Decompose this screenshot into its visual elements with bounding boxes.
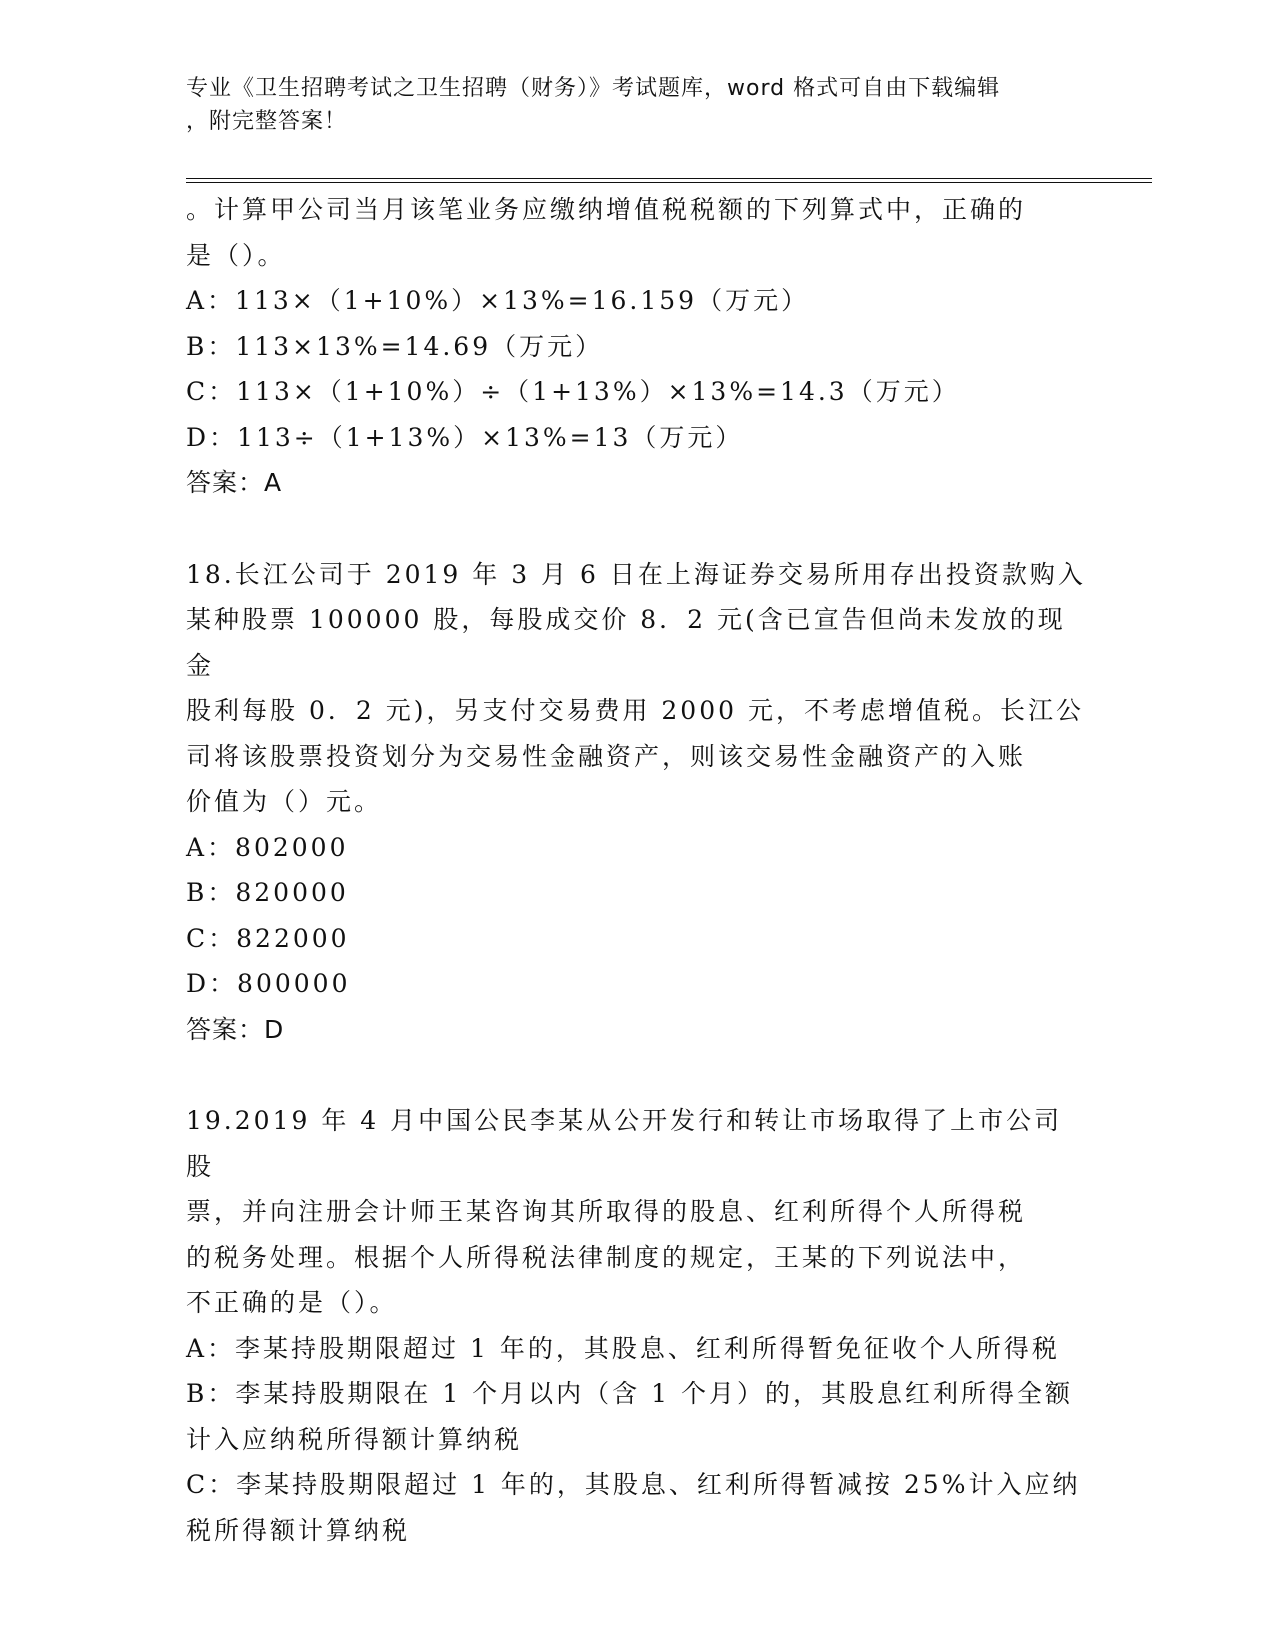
document-body — [186, 187, 1086, 1553]
option-c: C：822000 — [186, 923, 350, 953]
question-stem-line: 某种股票 100000 股，每股成交价 8．2 元(含已宣告但尚未发放的现金 — [186, 605, 1066, 680]
question-18 — [186, 552, 1086, 1053]
question-stem-line: 不正确的是（）。 — [186, 1288, 398, 1317]
question-stem-line: 股利每股 0．2 元)，另支付交易费用 2000 元，不考虑增值税。长江公 — [186, 696, 1084, 725]
question-stem-line: 。计算甲公司当月该笔业务应缴纳增值税税额的下列算式中，正确的 — [186, 195, 1027, 224]
option-a: A：113×（1+10%）×13%=16.159（万元） — [186, 286, 810, 315]
option-c: C：113×（1+10%）÷（1+13%）×13%=14.3（万元） — [186, 377, 960, 406]
section-spacer — [186, 506, 1086, 552]
option-a: A：802000 — [186, 832, 349, 862]
question-stem-line: 价值为（）元。 — [186, 787, 383, 816]
header-divider — [186, 178, 1152, 183]
option-d: D：113÷（1+13%）×13%=13（万元） — [186, 422, 744, 452]
option-b: B：113×13%=14.69（万元） — [186, 331, 604, 361]
question-stem-line: 是（）。 — [186, 240, 286, 270]
question-stem-line: 票，并向注册会计师王某咨询其所取得的股息、红利所得个人所得税 — [186, 1197, 1027, 1226]
question-19 — [186, 1098, 1086, 1553]
question-stem-line: 19.2019 年 4 月中国公民李某从公开发行和转让市场取得了上市公司股 — [186, 1106, 1063, 1181]
option-a: A：李某持股期限超过 1 年的，其股息、红利所得暂免征收个人所得税 — [186, 1333, 1060, 1363]
question-17 — [186, 187, 1086, 506]
option-d: D：800000 — [186, 969, 351, 998]
option-b: B：820000 — [186, 878, 349, 907]
answer-line: 答案：A — [186, 468, 283, 497]
answer-line: 答案：D — [186, 1014, 285, 1044]
section-spacer — [186, 1052, 1086, 1098]
question-stem-line: 司将该股票投资划分为交易性金融资产，则该交易性金融资产的入账 — [186, 741, 1027, 771]
option-c: C：李某持股期限超过 1 年的，其股息、红利所得暂减按 25%计入应纳 — [186, 1470, 1081, 1499]
option-c-continued: 税所得额计算纳税 — [186, 1515, 411, 1545]
option-b-continued: 计入应纳税所得额计算纳税 — [186, 1424, 523, 1454]
header-line-1: 专业《卫生招聘考试之卫生招聘（财务）》考试题库，word 格式可自由下载编辑 — [186, 76, 1001, 101]
option-b: B：李某持股期限在 1 个月以内（含 1 个月）的，其股息红利所得全额 — [186, 1379, 1073, 1408]
question-stem-line: 18.长江公司于 2019 年 3 月 6 日在上海证券交易所用存出投资款购入 — [186, 559, 1086, 589]
document-header — [186, 72, 1066, 138]
header-line-2: ，附完整答案！ — [186, 109, 348, 134]
question-stem-line: 的税务处理。根据个人所得税法律制度的规定，王某的下列说法中， — [186, 1242, 1027, 1272]
